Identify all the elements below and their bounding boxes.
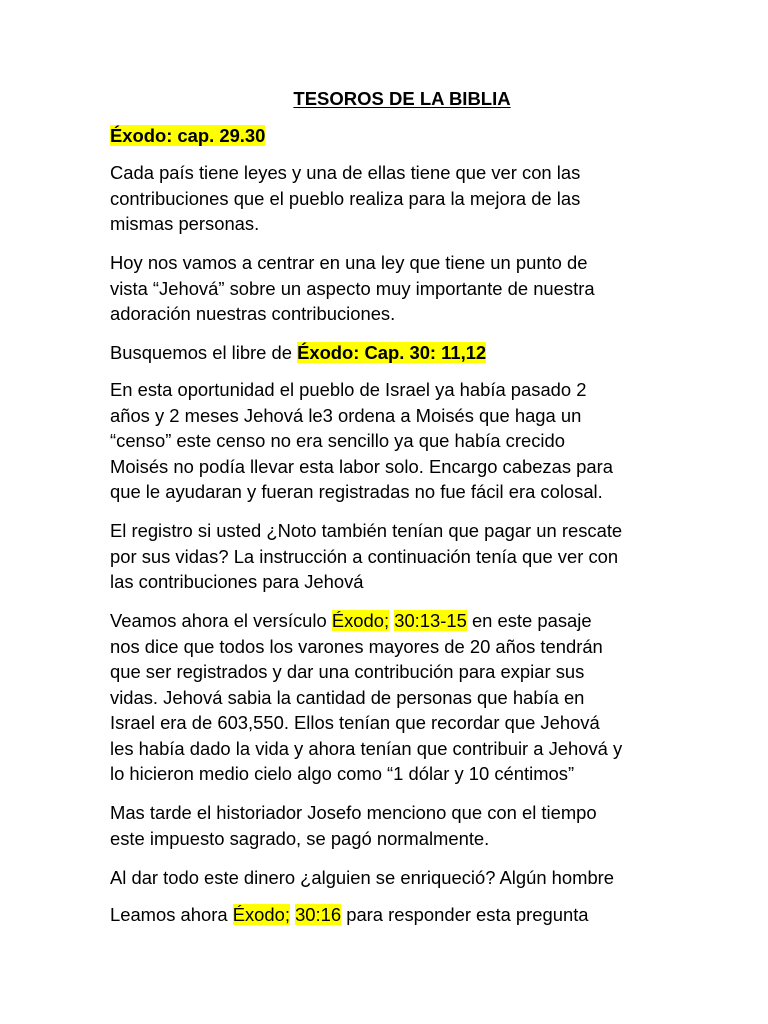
paragraph-text: para responder esta pregunta xyxy=(341,904,589,925)
paragraph-text: Leamos ahora xyxy=(110,904,233,925)
paragraph-line: años y 2 meses Jehová le3 ordena a Moisés que haga un xyxy=(110,404,582,426)
paragraph-line: vista “Jehová” sobre un aspecto muy importante de nuestra xyxy=(110,277,595,299)
paragraph-2 xyxy=(110,250,700,327)
paragraph-9 xyxy=(110,902,700,928)
scripture-reference-verse: 30:16 xyxy=(295,904,342,925)
paragraph-7 xyxy=(110,800,700,851)
paragraph-8 xyxy=(110,865,700,891)
paragraph-line: Israel era de 603,550. Ellos tenían que recordar que Jehová xyxy=(110,712,600,733)
paragraph-line: En esta oportunidad el pueblo de Israel ya había pasado 2 xyxy=(110,379,587,400)
paragraph-text: Busquemos el libre de xyxy=(110,342,298,363)
paragraph-5 xyxy=(110,518,700,595)
paragraph-line: “censo” este censo no era sencillo ya que había crecido xyxy=(110,430,565,451)
scripture-reference-book: Éxodo; xyxy=(232,904,290,925)
paragraph-line: Moisés no podía llevar esta labor solo. Encargo cabezas para xyxy=(110,455,613,477)
paragraph-line: lo hicieron medio cielo algo como “1 dólar y 10 céntimos” xyxy=(110,763,575,784)
paragraph-line: Mas tarde el historiador Josefo menciono que con el tiempo xyxy=(110,802,597,823)
page-title: TESOROS DE LA BIBLIA xyxy=(293,88,511,109)
scripture-reference: Éxodo: Cap. 30: 11,12 xyxy=(297,342,487,363)
paragraph-line: Al dar todo este dinero ¿alguien se enriqueció? Algún hombre xyxy=(110,867,615,888)
paragraph-line: que le ayudaran y fueran registradas no fue fácil era colosal. xyxy=(110,481,603,502)
paragraph-3 xyxy=(110,340,700,366)
paragraph-line: nos dice que todos los varones mayores de 20 años tendrán xyxy=(110,635,603,657)
paragraph-6 xyxy=(110,608,700,787)
paragraph-line: les había dado la vida y ahora tenían que contribuir a Jehová y xyxy=(110,737,623,759)
paragraph-line-first xyxy=(110,608,700,634)
paragraph-line: vidas. Jehová sabia la cantidad de personas que había en xyxy=(110,686,585,708)
scripture-reference-book: Éxodo; xyxy=(331,610,390,631)
paragraph-1 xyxy=(110,160,700,237)
heading-reference xyxy=(110,123,700,149)
paragraph-line: El registro si usted ¿Noto también tenían que pagar un rescate xyxy=(110,520,623,541)
paragraph-line: que ser registrados y dar una contribución para expiar sus xyxy=(110,661,585,682)
scripture-reference-verse: 30:13-15 xyxy=(394,610,467,631)
paragraph-line: Cada país tiene leyes y una de ellas tiene que ver con las xyxy=(110,162,581,183)
heading-reference-text: Éxodo: cap. 29.30 xyxy=(110,125,266,146)
paragraph-text: en este pasaje xyxy=(466,610,592,631)
paragraph-line: Hoy nos vamos a centrar en una ley que tiene un punto de xyxy=(110,252,588,273)
paragraph-line: por sus vidas? La instrucción a continuación tenía que ver con xyxy=(110,545,619,567)
paragraph-line: las contribuciones para Jehová xyxy=(110,571,364,592)
paragraph-text: Veamos ahora el versículo xyxy=(110,610,332,631)
paragraph-line: este impuesto sagrado, se pagó normalmente. xyxy=(110,827,490,849)
paragraph-4 xyxy=(110,377,700,505)
paragraph-line: mismas personas. xyxy=(110,213,260,234)
paragraph-line: adoración nuestras contribuciones. xyxy=(110,303,396,324)
paragraph-line: contribuciones que el pueblo realiza para la mejora de las xyxy=(110,187,581,209)
